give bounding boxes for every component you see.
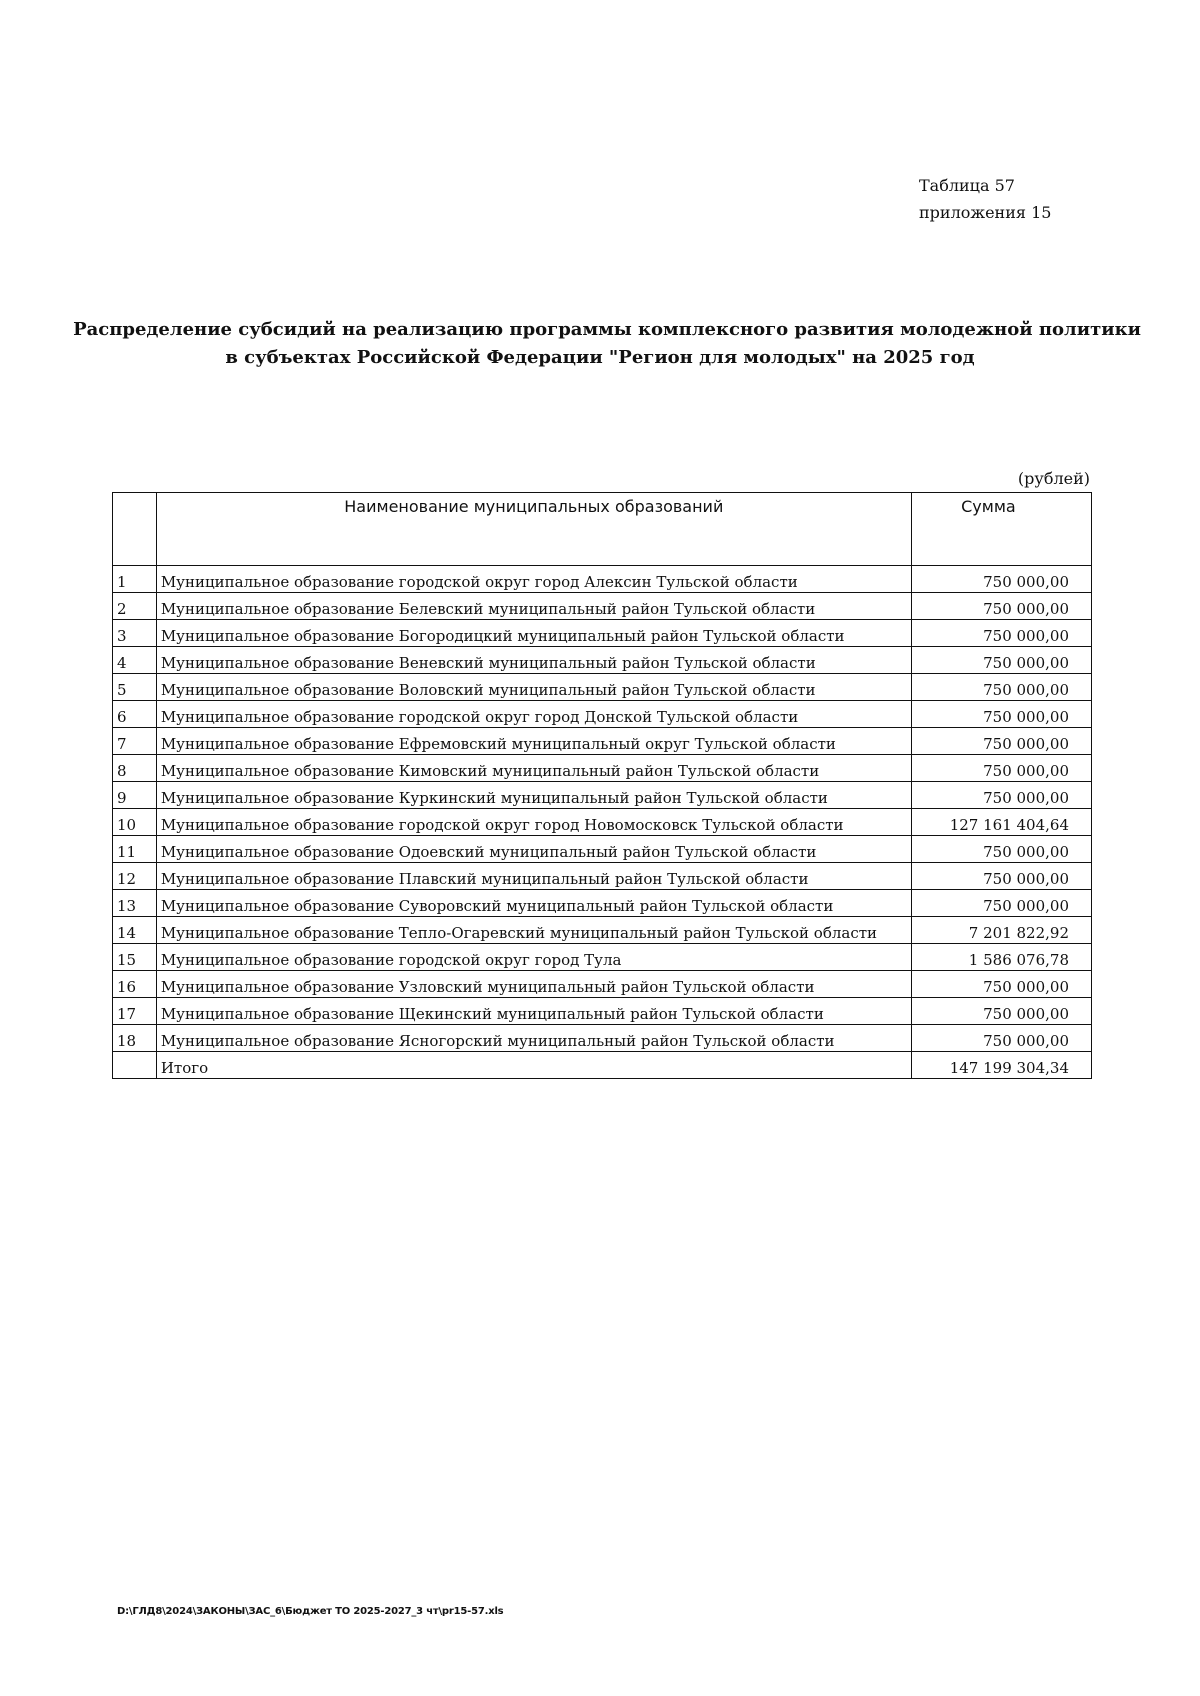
total-label: Итого xyxy=(156,1052,911,1079)
row-name: Муниципальное образование Ефремовский муниципальный округ Тульской области xyxy=(156,728,911,755)
row-number: 7 xyxy=(113,728,157,755)
row-name: Муниципальное образование Узловский муниципальный район Тульской области xyxy=(156,971,911,998)
units-label: (рублей) xyxy=(1017,469,1090,488)
row-name: Муниципальное образование Белевский муниципальный район Тульской области xyxy=(156,593,911,620)
row-number: 14 xyxy=(113,917,157,944)
document-title xyxy=(0,316,1200,372)
table-row xyxy=(113,944,1092,971)
row-sum: 750 000,00 xyxy=(911,674,1091,701)
document-title-line-2: в субъектах Российской Федерации "Регион для молодых" на 2025 год xyxy=(225,347,975,368)
table-row xyxy=(113,998,1092,1025)
table-row xyxy=(113,674,1092,701)
row-name: Муниципальное образование Богородицкий муниципальный район Тульской области xyxy=(156,620,911,647)
row-number: 5 xyxy=(113,674,157,701)
row-number: 4 xyxy=(113,647,157,674)
row-sum: 750 000,00 xyxy=(911,647,1091,674)
row-sum: 750 000,00 xyxy=(911,782,1091,809)
table-row xyxy=(113,917,1092,944)
appendix-label: приложения 15 xyxy=(919,203,1052,222)
subsidies-table xyxy=(112,492,1092,1079)
row-number: 9 xyxy=(113,782,157,809)
row-number: 13 xyxy=(113,890,157,917)
row-name: Муниципальное образование Куркинский муниципальный район Тульской области xyxy=(156,782,911,809)
row-name: Муниципальное образование Плавский муниципальный район Тульской области xyxy=(156,863,911,890)
total-row xyxy=(113,1052,1092,1079)
row-number: 10 xyxy=(113,809,157,836)
row-name: Муниципальное образование Суворовский муниципальный район Тульской области xyxy=(156,890,911,917)
row-sum: 750 000,00 xyxy=(911,971,1091,998)
row-sum: 127 161 404,64 xyxy=(911,809,1091,836)
row-name: Муниципальное образование городской округ город Алексин Тульской области xyxy=(156,566,911,593)
row-name: Муниципальное образование городской округ город Тула xyxy=(156,944,911,971)
row-name: Муниципальное образование Ясногорский муниципальный район Тульской области xyxy=(156,1025,911,1052)
table-row xyxy=(113,971,1092,998)
row-name: Муниципальное образование Кимовский муниципальный район Тульской области xyxy=(156,755,911,782)
row-number: 15 xyxy=(113,944,157,971)
row-sum: 750 000,00 xyxy=(911,1025,1091,1052)
header-number xyxy=(113,493,157,566)
row-sum: 750 000,00 xyxy=(911,890,1091,917)
table-row xyxy=(113,620,1092,647)
table-row xyxy=(113,863,1092,890)
total-sum: 147 199 304,34 xyxy=(911,1052,1091,1079)
row-sum: 750 000,00 xyxy=(911,836,1091,863)
row-name: Муниципальное образование городской округ город Донской Тульской области xyxy=(156,701,911,728)
row-number: 1 xyxy=(113,566,157,593)
row-number: 2 xyxy=(113,593,157,620)
row-sum: 750 000,00 xyxy=(911,593,1091,620)
row-name: Муниципальное образование городской округ город Новомосковск Тульской области xyxy=(156,809,911,836)
table-row xyxy=(113,836,1092,863)
table-reference-note xyxy=(919,172,1051,226)
table-row xyxy=(113,728,1092,755)
table-row xyxy=(113,566,1092,593)
row-number: 12 xyxy=(113,863,157,890)
table-row xyxy=(113,593,1092,620)
table-body xyxy=(113,566,1092,1079)
header-name xyxy=(156,493,911,566)
row-sum: 750 000,00 xyxy=(911,701,1091,728)
table-row xyxy=(113,890,1092,917)
header-sum xyxy=(911,493,1091,566)
table-row xyxy=(113,1025,1092,1052)
row-name: Муниципальное образование Воловский муниципальный район Тульской области xyxy=(156,674,911,701)
row-sum: 750 000,00 xyxy=(911,998,1091,1025)
row-name: Муниципальное образование Веневский муниципальный район Тульской области xyxy=(156,647,911,674)
row-number: 16 xyxy=(113,971,157,998)
file-path-footer: D:\ГЛД8\2024\ЗАКОНЫ\ЗАС_6\Бюджет ТО 2025-2027_3 чт\pr15-57.xls xyxy=(117,1606,504,1617)
row-name: Муниципальное образование Тепло-Огаревский муниципальный район Тульской области xyxy=(156,917,911,944)
row-sum: 750 000,00 xyxy=(911,566,1091,593)
row-number: 8 xyxy=(113,755,157,782)
row-number: 11 xyxy=(113,836,157,863)
row-number: 18 xyxy=(113,1025,157,1052)
row-sum: 750 000,00 xyxy=(911,728,1091,755)
table-row xyxy=(113,782,1092,809)
header-name-text: Наименование муниципальных образований xyxy=(344,497,724,516)
row-sum: 750 000,00 xyxy=(911,863,1091,890)
row-number: 3 xyxy=(113,620,157,647)
row-sum: 750 000,00 xyxy=(911,620,1091,647)
document-title-line-1: Распределение субсидий на реализацию программы комплексного развития молодежной политики xyxy=(73,319,1141,340)
table-row xyxy=(113,701,1092,728)
row-name: Муниципальное образование Одоевский муниципальный район Тульской области xyxy=(156,836,911,863)
total-number xyxy=(113,1052,157,1079)
row-name: Муниципальное образование Щекинский муниципальный район Тульской области xyxy=(156,998,911,1025)
row-sum: 7 201 822,92 xyxy=(911,917,1091,944)
table-row xyxy=(113,755,1092,782)
row-sum: 750 000,00 xyxy=(911,755,1091,782)
row-number: 17 xyxy=(113,998,157,1025)
table-row xyxy=(113,647,1092,674)
table-row xyxy=(113,809,1092,836)
header-sum-text: Сумма xyxy=(961,497,1016,516)
table-header-row xyxy=(113,493,1092,566)
table-number-label: Таблица 57 xyxy=(919,176,1015,195)
row-sum: 1 586 076,78 xyxy=(911,944,1091,971)
row-number: 6 xyxy=(113,701,157,728)
